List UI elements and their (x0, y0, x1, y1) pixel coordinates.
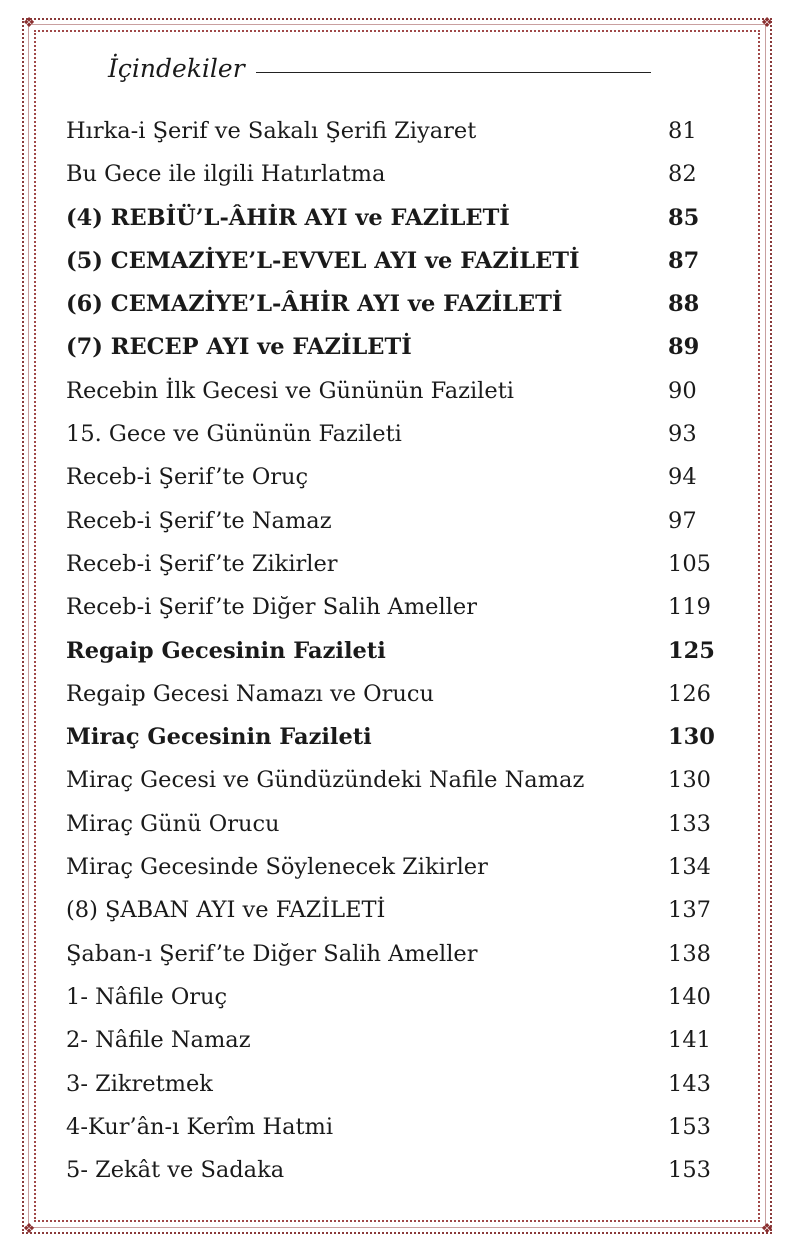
toc-row (66, 716, 726, 759)
toc-entry-title: Receb-i Şerif’te Diğer Salih Ameller (66, 594, 477, 621)
toc-entry-page-number: 125 (668, 637, 715, 664)
toc-entry-title: 15. Gece ve Gününün Fazileti (66, 421, 402, 448)
page-header (108, 50, 653, 90)
header-rule (256, 72, 651, 73)
toc-entry-page-number: 138 (668, 940, 711, 967)
toc-entry-title: Miraç Günü Orucu (66, 810, 280, 837)
corner-ornament-top-right-icon: ❖ (760, 15, 774, 31)
toc-entry-page-number: 88 (668, 291, 700, 318)
toc-entry-page-number: 140 (668, 983, 711, 1010)
toc-entry-title: (7) RECEP AYI ve FAZİLETİ (66, 334, 412, 361)
toc-entry-page-number: 105 (668, 550, 711, 577)
toc-entry-title: 5- Zekât ve Sadaka (66, 1157, 285, 1184)
toc-row (66, 110, 726, 153)
toc-row (66, 283, 726, 326)
toc-row (66, 326, 726, 369)
toc-row (66, 1063, 726, 1106)
toc-entry-page-number: 126 (668, 680, 711, 707)
toc-row (66, 370, 726, 413)
toc-row (66, 846, 726, 889)
toc-entry-title: (5) CEMAZİYE’L-EVVEL AYI ve FAZİLETİ (66, 247, 580, 274)
toc-entry-title: Miraç Gecesinde Söylenecek Zikirler (66, 854, 488, 881)
toc-row (66, 933, 726, 976)
toc-entry-page-number: 130 (668, 767, 711, 794)
toc-row (66, 673, 726, 716)
toc-entry-title: (8) ŞABAN AYI ve FAZİLETİ (66, 897, 386, 924)
toc-entry-title: Miraç Gecesinin Fazileti (66, 724, 372, 751)
toc-entry-title: Regaip Gecesi Namazı ve Orucu (66, 680, 434, 707)
toc-row (66, 976, 726, 1019)
toc-row (66, 803, 726, 846)
toc-entry-title: Receb-i Şerif’te Zikirler (66, 550, 338, 577)
toc-row (66, 456, 726, 499)
toc-entry-title: Hırka-i Şerif ve Sakalı Şerifi Ziyaret (66, 118, 477, 144)
toc-entry-page-number: 89 (668, 334, 700, 361)
toc-row (66, 197, 726, 240)
toc-entry-title: Miraç Gecesi ve Gündüzündeki Nafile Namaz (66, 767, 585, 794)
toc-entry-title: 4-Kur’ân-ı Kerîm Hatmi (66, 1113, 334, 1140)
table-of-contents (66, 110, 726, 1192)
toc-entry-title: (4) REBİÜ’L-ÂHİR AYI ve FAZİLETİ (66, 204, 510, 231)
toc-row (66, 1106, 726, 1149)
toc-entry-page-number: 141 (668, 1027, 711, 1054)
toc-row (66, 543, 726, 586)
toc-entry-page-number: 153 (668, 1157, 711, 1184)
toc-entry-title: Şaban-ı Şerif’te Diğer Salih Ameller (66, 940, 478, 967)
toc-row (66, 1149, 726, 1192)
toc-entry-title: Receb-i Şerif’te Namaz (66, 507, 332, 534)
toc-entry-page-number: 137 (668, 897, 711, 924)
toc-entry-title: Regaip Gecesinin Fazileti (66, 637, 386, 664)
toc-row (66, 153, 726, 196)
toc-entry-page-number: 93 (668, 421, 697, 448)
toc-entry-title: (6) CEMAZİYE’L-ÂHİR AYI ve FAZİLETİ (66, 291, 563, 318)
toc-entry-title: Recebin İlk Gecesi ve Gününün Fazileti (66, 377, 514, 404)
toc-row (66, 1019, 726, 1062)
toc-entry-title: Receb-i Şerif’te Oruç (66, 464, 309, 491)
toc-entry-page-number: 82 (668, 161, 697, 188)
toc-entry-page-number: 133 (668, 810, 711, 837)
toc-entry-title: 1- Nâfile Oruç (66, 983, 228, 1010)
toc-entry-page-number: 90 (668, 377, 697, 404)
toc-row (66, 586, 726, 629)
toc-row (66, 759, 726, 802)
toc-row (66, 240, 726, 283)
toc-entry-page-number: 94 (668, 464, 697, 491)
toc-entry-title: 2- Nâfile Namaz (66, 1027, 251, 1054)
toc-row (66, 630, 726, 673)
corner-ornament-bottom-left-icon: ❖ (22, 1221, 36, 1237)
page-title: İçindekiler (108, 54, 245, 83)
toc-entry-page-number: 143 (668, 1070, 711, 1097)
toc-entry-page-number: 81 (668, 118, 697, 144)
toc-row (66, 500, 726, 543)
toc-entry-page-number: 85 (668, 204, 700, 231)
toc-entry-page-number: 134 (668, 854, 711, 881)
toc-entry-title: 3- Zikretmek (66, 1070, 213, 1097)
toc-row (66, 413, 726, 456)
toc-entry-page-number: 153 (668, 1113, 711, 1140)
toc-entry-page-number: 119 (668, 594, 711, 621)
toc-entry-page-number: 87 (668, 247, 700, 274)
toc-entry-page-number: 130 (668, 724, 715, 751)
toc-entry-title: Bu Gece ile ilgili Hatırlatma (66, 161, 386, 188)
toc-entry-page-number: 97 (668, 507, 697, 534)
corner-ornament-top-left-icon: ❖ (22, 15, 36, 31)
toc-row (66, 889, 726, 932)
corner-ornament-bottom-right-icon: ❖ (760, 1221, 774, 1237)
